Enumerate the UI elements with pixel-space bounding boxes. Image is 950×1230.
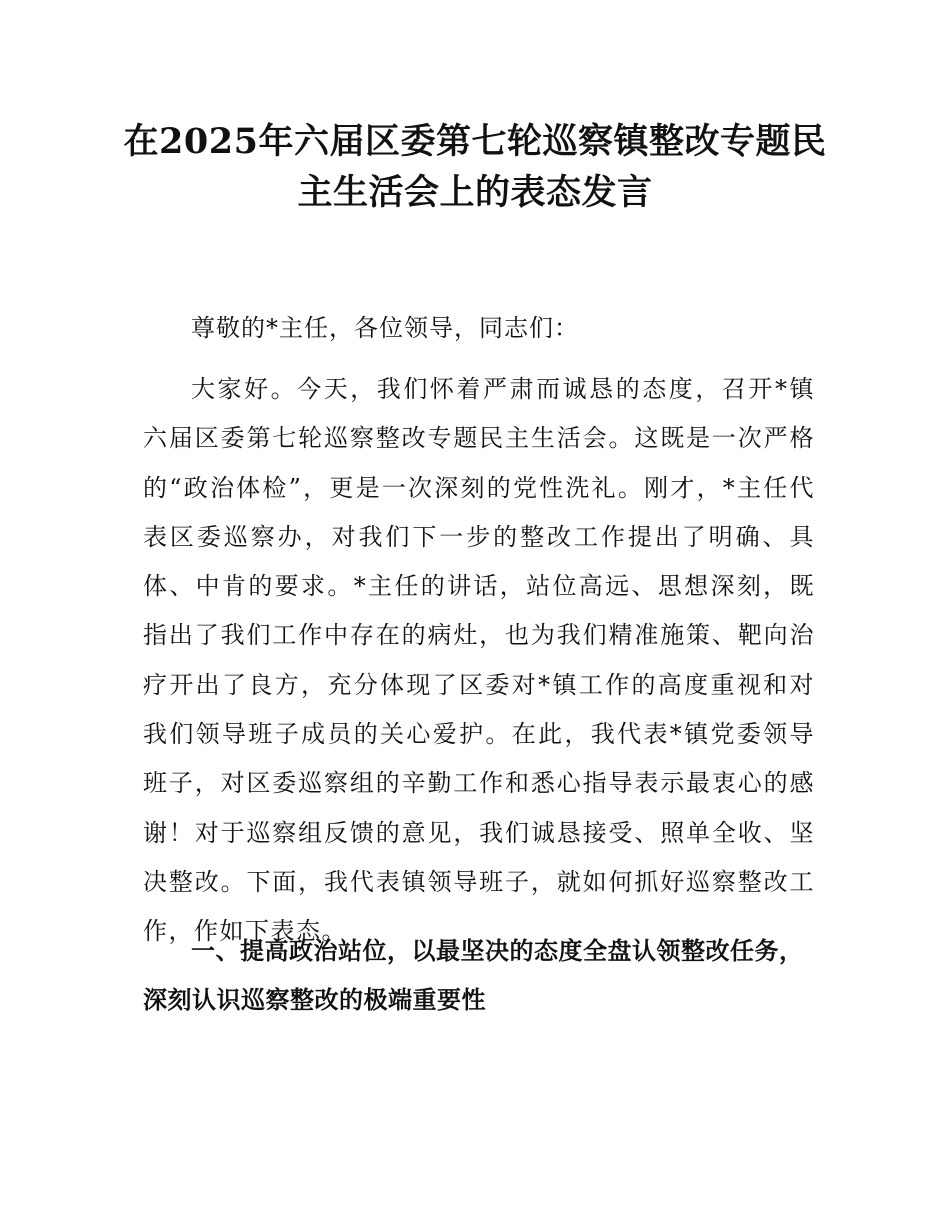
- section-heading: 一、提高政治站位，以最坚决的态度全盘认领整改任务，深刻认识巡察整改的极端重要性: [143, 937, 804, 1014]
- body-paragraph: 大家好。今天，我们怀着严肃而诚恳的态度，召开*镇六届区委第七轮巡察整改专题民主生活会。这既是一次严格的“政治体检”，更是一次深刻的党性洗礼。刚才，*主任代表区委巡察办，对我们下一步的整改工作提出了明确、具体、中肯的要求。*主任的讲话，站位高远、思想深刻，既指出了我们工作中存在的病灶，也为我们精准施策、靶向治疗开出了良方，充分体现了区委对*镇工作的高度重视和对我们领导班子成员的关心爱护。在此，我代表*镇党委领导班子，对区委巡察组的辛勤工作和悉心指导表示最衷心的感谢！对于巡察组反馈的意见，我们诚恳接受、照单全收、坚决整改。下面，我代表镇领导班子，就如何抓好巡察整改工作，作如下表态。: [143, 375, 815, 946]
- document-title: 在2025年六届区委第七轮巡察镇整改专题民主生活会上的表态发言: [123, 121, 827, 213]
- salutation: 尊敬的*主任，各位领导，同志们：: [191, 314, 579, 342]
